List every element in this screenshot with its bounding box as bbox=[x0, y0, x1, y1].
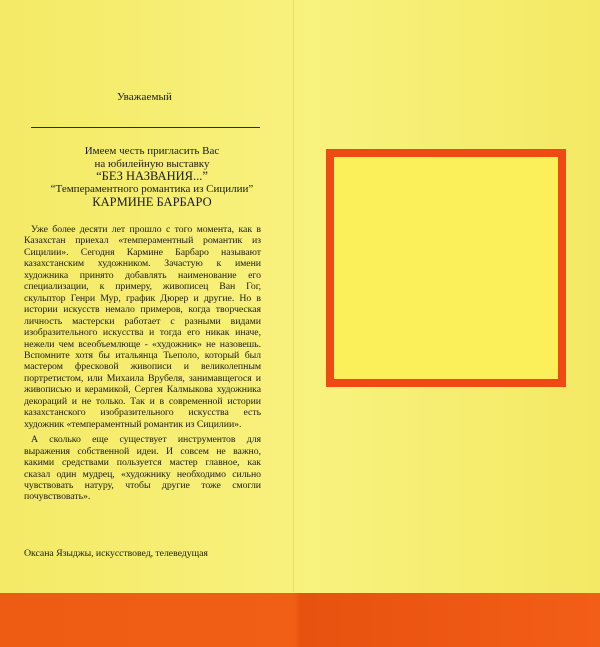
invitation-text bbox=[23, 145, 281, 209]
article-paragraph-2: А сколько еще существует инструментов для выражения собственной идеи. И совсем не важно, какими средствами пользуется мастер главное, как сказал один мудрец, «художнику необходимо сильно чувствовать натуру, чтобы другие тоже смогли почувствовать». bbox=[24, 434, 261, 503]
bottom-color-band bbox=[0, 593, 600, 647]
page-fold bbox=[293, 0, 294, 592]
artist-name: КАРМИНЕ БАРБАРО bbox=[92, 194, 212, 209]
image-frame bbox=[326, 149, 566, 387]
recipient-name-line bbox=[31, 127, 260, 128]
invitation-line-1: Имеем честь пригласить Вас bbox=[84, 145, 220, 157]
salutation: Уважаемый bbox=[117, 91, 172, 103]
article-text bbox=[24, 224, 261, 507]
article-paragraph-1: Уже более десяти лет прошло с того момента, как в Казахстан приехал «темпераментный романтик из Сицилии». Сегодня Кармине Барбаро называют казахстанским художником. Зачастую к имени художника принято добавлять наименование его специализации, к примеру, живописец Ван Гог, скульптор Генри Мур, график Дюрер и другие. Но в истории искусств немало примеров, когда творческая личность мастерски работает с разными видами изобразительного искусства и тогда его никак иначе, нежели чем всеобъемлюще - «художник» не назовешь. Вспомните хотя бы итальянца Тьеполо, который был мастером фресковой живописи и великолепным портретистом, или Михаила Врубеля, занимавщегося и живописью и керамикой, Сергея Калмыкова художника декораций и не только. Так и в современной истории казахстанского изобразительного искусства есть художник «темпераментный романтик из Сицилии». bbox=[24, 224, 261, 430]
exhibition-subtitle: “Темпераментного романтика из Сицилии” bbox=[50, 183, 254, 196]
exhibition-title: “БЕЗ НАЗВАНИЯ...” bbox=[96, 169, 208, 184]
invitation-line-2: на юбилейную выставку bbox=[94, 157, 210, 170]
author-signature: Оксана Языджы, искусствовед, телеведущая bbox=[24, 548, 208, 559]
